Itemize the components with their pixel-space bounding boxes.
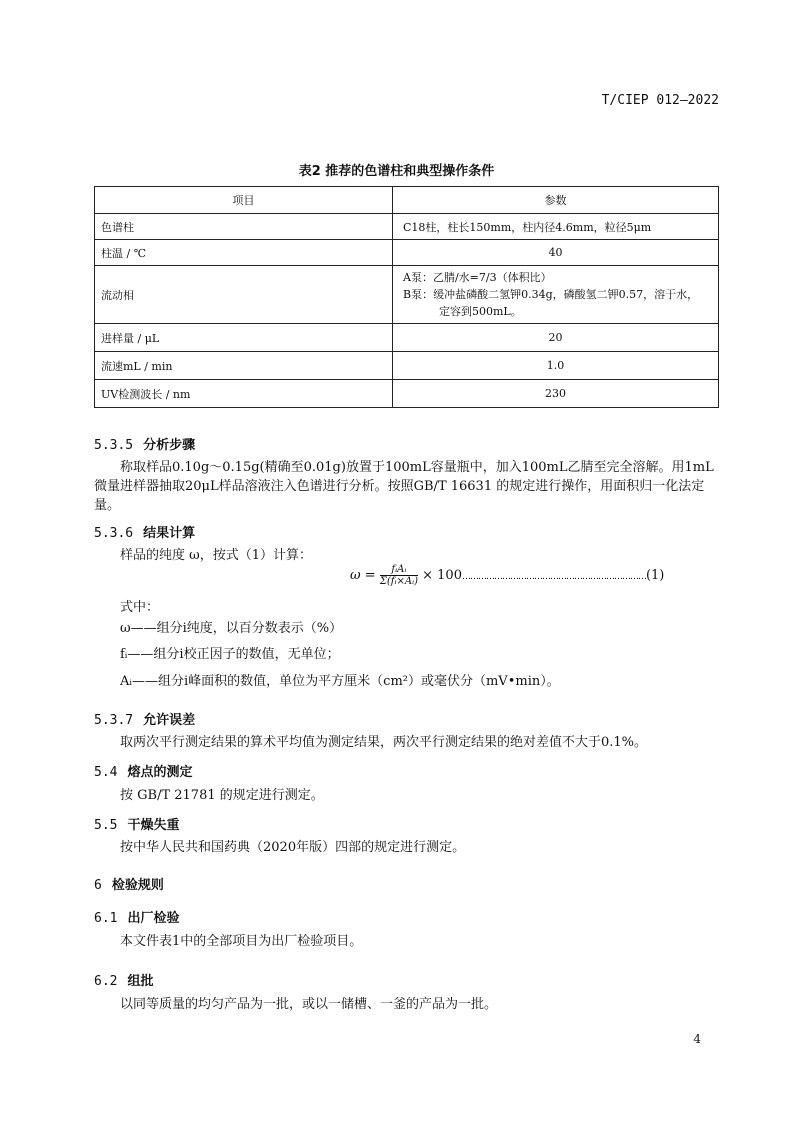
section-title: 结果计算 bbox=[143, 526, 196, 541]
row-item: 进样量 / μL bbox=[95, 324, 393, 352]
section-number: 5.3.6 bbox=[94, 526, 134, 541]
paragraph-factory-inspection: 本文件表1中的全部项目为出厂检验项目。 bbox=[120, 934, 363, 949]
heading-5-4 bbox=[94, 761, 193, 780]
definition-f: fᵢ——组分i校正因子的数值，无单位； bbox=[120, 647, 340, 662]
mobile-phase-b-cont: 定容到500mL。 bbox=[439, 305, 522, 318]
mobile-phase-b: B泵：缓冲盐磷酸二氢钾0.34g，磷酸氢二钾0.57，溶于水， bbox=[403, 288, 699, 301]
parameter-table bbox=[94, 186, 719, 408]
document-id: T/CIEP 012—2022 bbox=[601, 93, 719, 108]
section-title: 检验规则 bbox=[111, 878, 164, 893]
row-value: 40 bbox=[393, 240, 719, 266]
paragraph-allowable-error: 取两次平行测定结果的算术平均值为测定结果，两次平行测定结果的绝对差值不大于0.1%。 bbox=[120, 735, 648, 750]
row-item: UV检测波长 / nm bbox=[95, 380, 393, 408]
heading-5-3-5 bbox=[94, 434, 195, 453]
section-title: 熔点的测定 bbox=[127, 765, 193, 780]
section-number: 5.3.5 bbox=[94, 438, 134, 453]
paragraph-melting-point: 按 GB/T 21781 的规定进行测定。 bbox=[120, 788, 324, 803]
table-row bbox=[95, 266, 719, 324]
row-value: 1.0 bbox=[393, 352, 719, 380]
table-row bbox=[95, 380, 719, 408]
paragraph-analysis-steps: 称取样品0.10g～0.15g(精确至0.01g)放置于100mL容量瓶中，加入100mL乙腈至完全溶解。用1mL微量进样器抽取20μL样品溶液注入色谱进行分析。按照GB/T 16631 的规定进行操作，用面积归一化法定量。 bbox=[94, 460, 714, 513]
header-item: 项目 bbox=[95, 187, 393, 214]
heading-6-1 bbox=[94, 907, 180, 926]
heading-5-5 bbox=[94, 814, 180, 833]
paragraph-batching: 以同等质量的均匀产品为一批，或以一储槽、一釜的产品为一批。 bbox=[120, 997, 498, 1012]
formula-fraction bbox=[380, 564, 418, 587]
definition-a: Aᵢ——组分i峰面积的数值，单位为平方厘米（cm²）或毫伏分（mV•min）。 bbox=[120, 674, 560, 689]
row-item: 色谱柱 bbox=[95, 214, 393, 240]
row-value: C18柱，柱长150mm，柱内径4.6mm，粒径5μm bbox=[393, 214, 719, 240]
table-title: 表2 推荐的色谱柱和典型操作条件 bbox=[298, 164, 495, 179]
section-number: 6 bbox=[94, 878, 102, 893]
table-row bbox=[95, 240, 719, 266]
heading-5-3-7 bbox=[94, 709, 195, 728]
table-row bbox=[95, 214, 719, 240]
mobile-phase-a: A泵：乙腈/水=7/3（体积比） bbox=[403, 271, 552, 284]
row-value: 230 bbox=[393, 380, 719, 408]
formula-dots: …………………………………………………………… bbox=[461, 572, 646, 582]
header-value: 参数 bbox=[393, 187, 719, 214]
formula-tail: × 100 bbox=[422, 568, 462, 583]
section-number: 5.5 bbox=[94, 818, 118, 833]
table-row bbox=[95, 352, 719, 380]
page-number: 4 bbox=[693, 1032, 701, 1046]
definition-omega: ω——组分i纯度，以百分数表示（%） bbox=[120, 621, 343, 636]
section-number: 5.3.7 bbox=[94, 713, 134, 728]
heading-5-3-6 bbox=[94, 522, 195, 541]
section-title: 组批 bbox=[127, 974, 154, 989]
section-number: 6.2 bbox=[94, 974, 118, 989]
table-row bbox=[95, 324, 719, 352]
section-title: 允许误差 bbox=[143, 713, 196, 728]
paragraph-calc-intro: 样品的纯度 ω，按式（1）计算： bbox=[120, 548, 313, 563]
formula-denominator: Σ(fᵢ×Aᵢ) bbox=[379, 576, 418, 587]
heading-6-2 bbox=[94, 970, 154, 989]
section-title: 干燥失重 bbox=[127, 818, 180, 833]
row-item: 流速mL / min bbox=[95, 352, 393, 380]
paragraph-drying-loss: 按中华人民共和国药典（2020年版）四部的规定进行测定。 bbox=[120, 840, 466, 855]
row-item: 柱温 / ℃ bbox=[95, 240, 393, 266]
where-label: 式中： bbox=[120, 600, 160, 615]
row-item: 流动相 bbox=[95, 266, 393, 324]
formula-lhs: ω = bbox=[350, 568, 376, 583]
section-number: 5.4 bbox=[94, 765, 118, 780]
formula-numerator: fᵢAᵢ bbox=[380, 564, 418, 576]
row-value: 20 bbox=[393, 324, 719, 352]
heading-6 bbox=[94, 874, 164, 893]
section-title: 出厂检验 bbox=[127, 911, 180, 926]
section-number: 6.1 bbox=[94, 911, 118, 926]
formula-eq-number: (1) bbox=[645, 568, 665, 583]
section-title: 分析步骤 bbox=[143, 438, 196, 453]
formula-1 bbox=[350, 564, 720, 587]
table-header-row bbox=[95, 187, 719, 214]
row-value bbox=[393, 266, 719, 324]
